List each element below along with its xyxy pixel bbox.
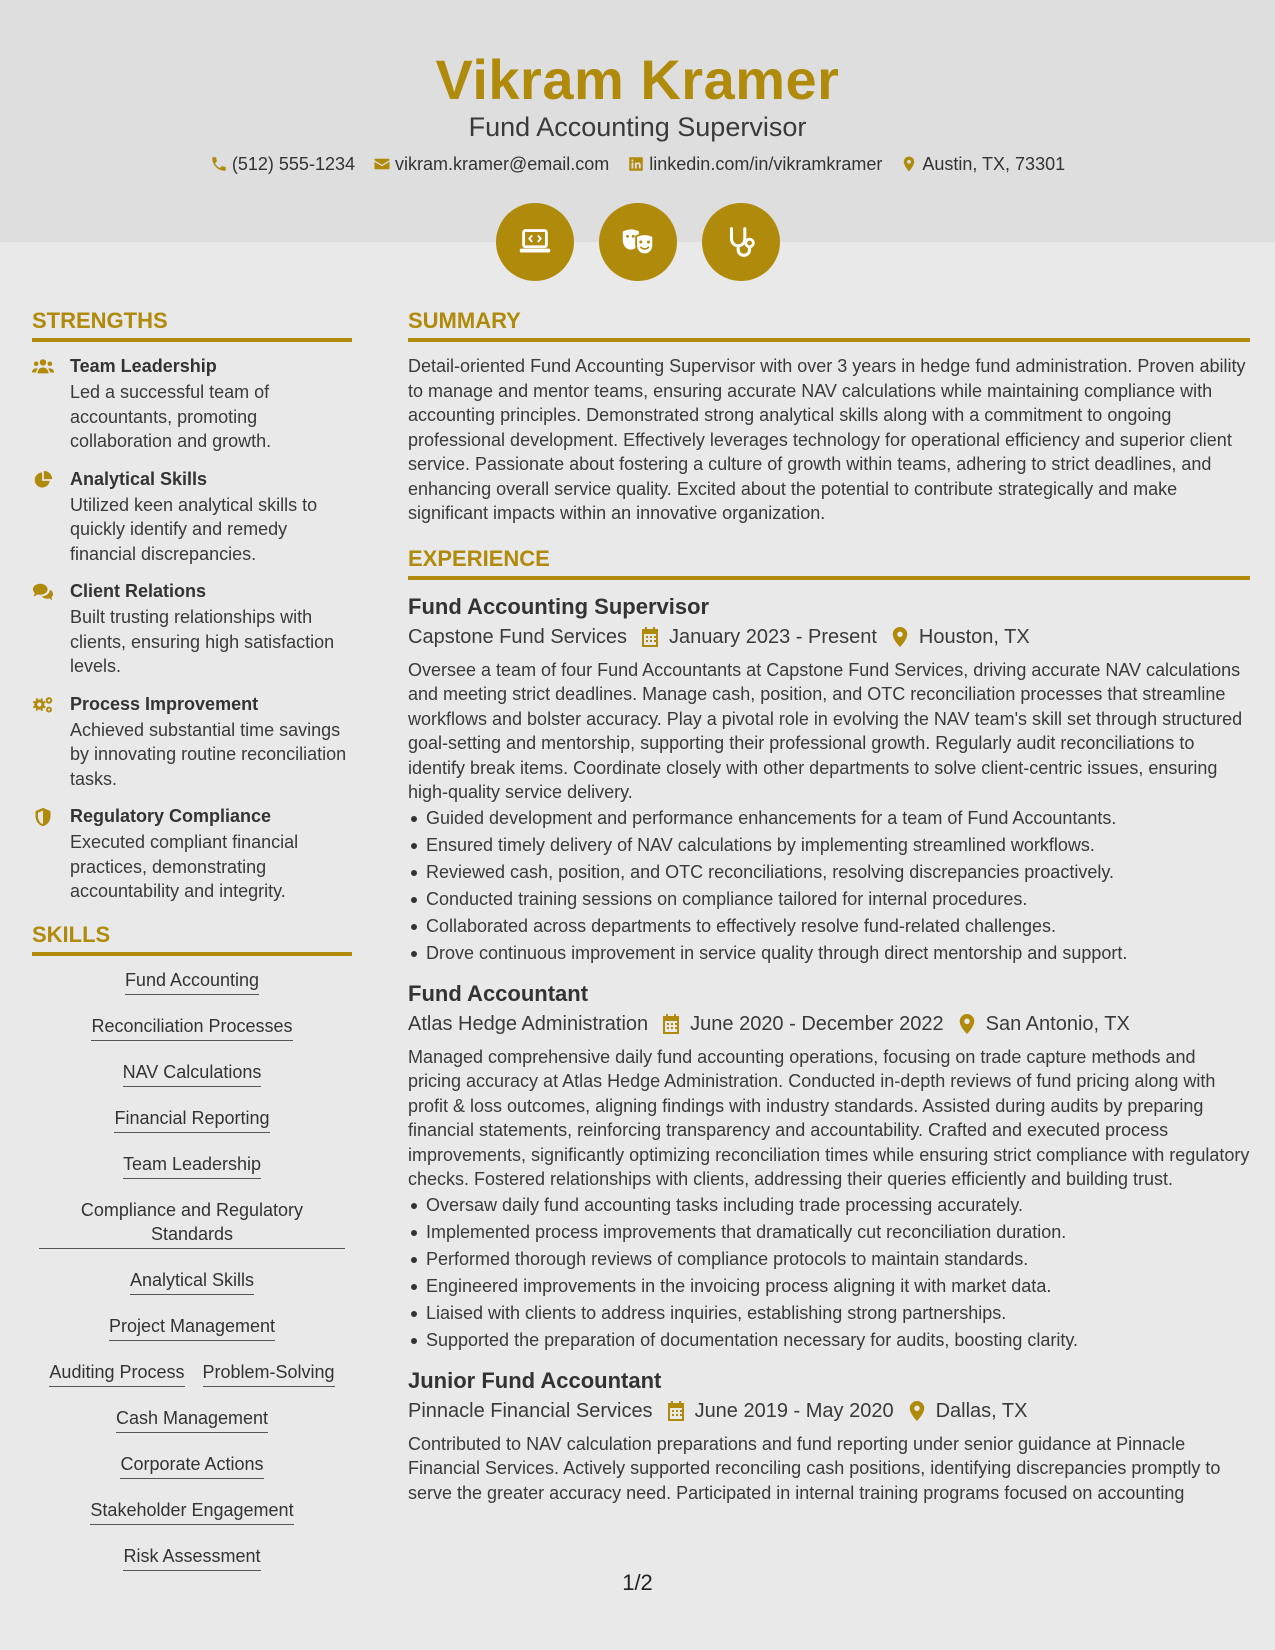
skill-tag: Cash Management (116, 1406, 268, 1433)
skills-list (32, 968, 352, 1590)
candidate-name: Vikram Kramer (435, 48, 840, 111)
location-contact (900, 152, 1065, 176)
phone-contact[interactable] (210, 152, 355, 176)
list-item: Drove continuous improvement in service quality through direct mentorship and support. (408, 940, 1250, 967)
skill-tag: Auditing Process (49, 1360, 184, 1387)
strengths-title: STRENGTHS (32, 306, 352, 342)
job-entry (408, 979, 1250, 1354)
job-description: Contributed to NAV calculation preparations and fund reporting under senior guidance at Pinnacle Financial Services. Actively supported reconciling cash positions, identifying discrepancies promptly to serve the greater accuracy need. Participated in internal training programs focused on accounting (408, 1433, 1221, 1503)
contact-row (0, 152, 1275, 176)
job-bullets (408, 1192, 1250, 1354)
strength-item (32, 804, 352, 904)
laptop-code-icon (516, 223, 554, 261)
job-dates: January 2023 - Present (669, 625, 877, 648)
strength-title: Regulatory Compliance (70, 806, 272, 826)
list-item: Collaborated across departments to effectively resolve fund-related challenges. (408, 913, 1250, 940)
job-meta (408, 1396, 1250, 1426)
strength-desc: Executed compliant financial practices, demonstrating accountability and integrity. (70, 832, 299, 901)
calendar-icon (662, 1014, 680, 1034)
strength-item (32, 467, 352, 567)
list-item: Reviewed cash, position, and OTC reconciliations, resolving discrepancies proactively. (408, 859, 1250, 886)
skills-title: SKILLS (32, 920, 352, 956)
strength-item (32, 692, 352, 792)
skill-tag: NAV Calculations (123, 1060, 262, 1087)
phone-icon (210, 155, 228, 173)
list-item: Engineered improvements in the invoicing process aligning it with market data. (408, 1273, 1250, 1300)
list-item: Performed thorough reviews of compliance protocols to maintain standards. (408, 1246, 1250, 1273)
phone-text: (512) 555-1234 (231, 154, 355, 174)
candidate-role: Fund Accounting Supervisor (468, 112, 807, 142)
strength-desc: Led a successful team of accountants, promoting collaboration and growth. (70, 382, 272, 451)
job-bullets (408, 805, 1250, 967)
skill-tag: Compliance and Regulatory Standards (39, 1198, 345, 1249)
job-company: Capstone Fund Services (408, 625, 628, 648)
strength-item (32, 354, 352, 454)
list-item: Ensured timely delivery of NAV calculations by implementing streamlined workflows. (408, 832, 1250, 859)
job-company: Atlas Hedge Administration (408, 1012, 649, 1035)
skill-tag: Reconciliation Processes (91, 1014, 292, 1041)
list-item: Oversaw daily fund accounting tasks including trade processing accurately. (408, 1192, 1250, 1219)
list-item: Conducted training sessions on compliance tailored for internal procedures. (408, 886, 1250, 913)
stethoscope-icon (722, 223, 760, 261)
skill-tag: Problem-Solving (203, 1360, 335, 1387)
job-meta (408, 622, 1250, 652)
job-entry (408, 592, 1250, 967)
skill-tag: Project Management (109, 1314, 275, 1341)
list-item: Implemented process improvements that dramatically cut reconciliation duration. (408, 1219, 1250, 1246)
list-item: Guided development and performance enhancements for a team of Fund Accountants. (408, 805, 1250, 832)
strength-desc: Achieved substantial time savings by innovating routine reconciliation tasks. (70, 719, 347, 789)
job-location: San Antonio, TX (985, 1012, 1130, 1035)
calendar-icon (667, 1401, 685, 1421)
skill-tag: Analytical Skills (130, 1268, 254, 1295)
job-description: Oversee a team of four Fund Accountants at Capstone Fund Services, driving accurate NAV calculations and meeting strict deadlines. Manage cash, position, and OTC reconciliation processes that streamline workflows and bolster accuracy. Play a pivotal role in evolving the NAV team's skill set through structured goal-setting and mentorship, supporting their professional growth. Regularly audit reconciliations to identify break items. Coordinate closely with other departments to solve client-centric issues, ensuring high-quality service delivery. (408, 659, 1243, 802)
email-contact[interactable] (373, 152, 609, 176)
job-location: Dallas, TX (935, 1399, 1028, 1422)
experience-title: EXPERIENCE (408, 544, 1250, 580)
map-marker-icon (958, 1014, 976, 1034)
job-title: Fund Accounting Supervisor (408, 593, 710, 619)
location-text: Austin, TX, 73301 (922, 154, 1066, 174)
job-description: Managed comprehensive daily fund accounting operations, focusing on trade capture methods and pricing accuracy at Atlas Hedge Administration. Conducted in-depth reviews of fund pricing along with profit & loss outcomes, aligning findings with industry standards. Assisted during audits by preparing financial statements, reinforcing transparency and accountability. Crafted and executed process improvements, significantly optimizing reconciliation times while ensuring strict compliance with regulatory checks. Fostered relationships with clients, addressing their queries efficiently and building trust. (408, 1046, 1250, 1189)
job-location: Houston, TX (918, 625, 1030, 648)
cogs-icon (32, 695, 54, 715)
badge-stethoscope (702, 203, 780, 281)
job-dates: June 2019 - May 2020 (694, 1399, 894, 1422)
strength-desc: Utilized keen analytical skills to quickly identify and remedy financial discrepancies. (70, 494, 318, 564)
job-dates: June 2020 - December 2022 (690, 1012, 944, 1035)
skill-tag: Fund Accounting (125, 968, 259, 995)
summary-text: Detail-oriented Fund Accounting Supervisor with over 3 years in hedge fund administration. Proven ability to manage and mentor teams, ensuring accurate NAV calculations while maintaining compliance with accounting principles. Demonstrated strong analytical skills along with a commitment to ongoing professional development. Effectively leverages technology for operational efficiency and superior client service. Passionate about fostering a culture of growth within teams, adhering to strict deadlines, and enhancing overall service quality. Excited about the potential to contribute strategically and make significant impacts within an innovative organization. (408, 356, 1246, 523)
list-item: Liaised with clients to address inquiries, establishing strong partnerships. (408, 1300, 1250, 1327)
linkedin-contact[interactable] (627, 152, 882, 176)
skill-tag: Stakeholder Engagement (90, 1498, 293, 1525)
skill-tag: Financial Reporting (114, 1106, 269, 1133)
job-entry (408, 1366, 1250, 1506)
right-column (408, 306, 1250, 1505)
shield-icon (32, 807, 54, 827)
job-title: Junior Fund Accountant (408, 1367, 662, 1393)
summary-title: SUMMARY (408, 306, 1250, 342)
strength-title: Analytical Skills (70, 468, 208, 489)
strength-title: Client Relations (70, 581, 207, 601)
map-marker-icon (900, 155, 918, 173)
envelope-icon (373, 155, 391, 173)
theater-masks-icon (619, 223, 657, 261)
calendar-icon (641, 627, 659, 647)
job-title: Fund Accountant (408, 980, 589, 1006)
skill-tag: Team Leadership (123, 1152, 261, 1179)
strength-item (32, 579, 352, 679)
linkedin-icon (627, 155, 645, 173)
chart-pie-icon (32, 470, 54, 490)
strength-title: Process Improvement (70, 693, 259, 714)
badge-laptop (496, 203, 574, 281)
map-marker-icon (908, 1401, 926, 1421)
badge-masks (599, 203, 677, 281)
list-item: Supported the preparation of documentation necessary for audits, boosting clarity. (408, 1327, 1250, 1354)
interest-badges (0, 203, 1275, 281)
linkedin-text: linkedin.com/in/vikramkramer (649, 154, 883, 174)
strength-title: Team Leadership (70, 356, 217, 376)
job-meta (408, 1009, 1250, 1039)
page-number: 1/2 (622, 1570, 653, 1595)
skill-tag: Risk Assessment (123, 1544, 260, 1571)
job-company: Pinnacle Financial Services (408, 1399, 653, 1422)
comments-icon (32, 582, 54, 602)
map-marker-icon (891, 627, 909, 647)
users-icon (32, 357, 54, 377)
left-column (32, 306, 352, 1590)
skill-tag: Corporate Actions (120, 1452, 263, 1479)
email-text: vikram.kramer@email.com (394, 154, 610, 174)
strength-desc: Built trusting relationships with clients, ensuring high satisfaction levels. (70, 607, 335, 676)
